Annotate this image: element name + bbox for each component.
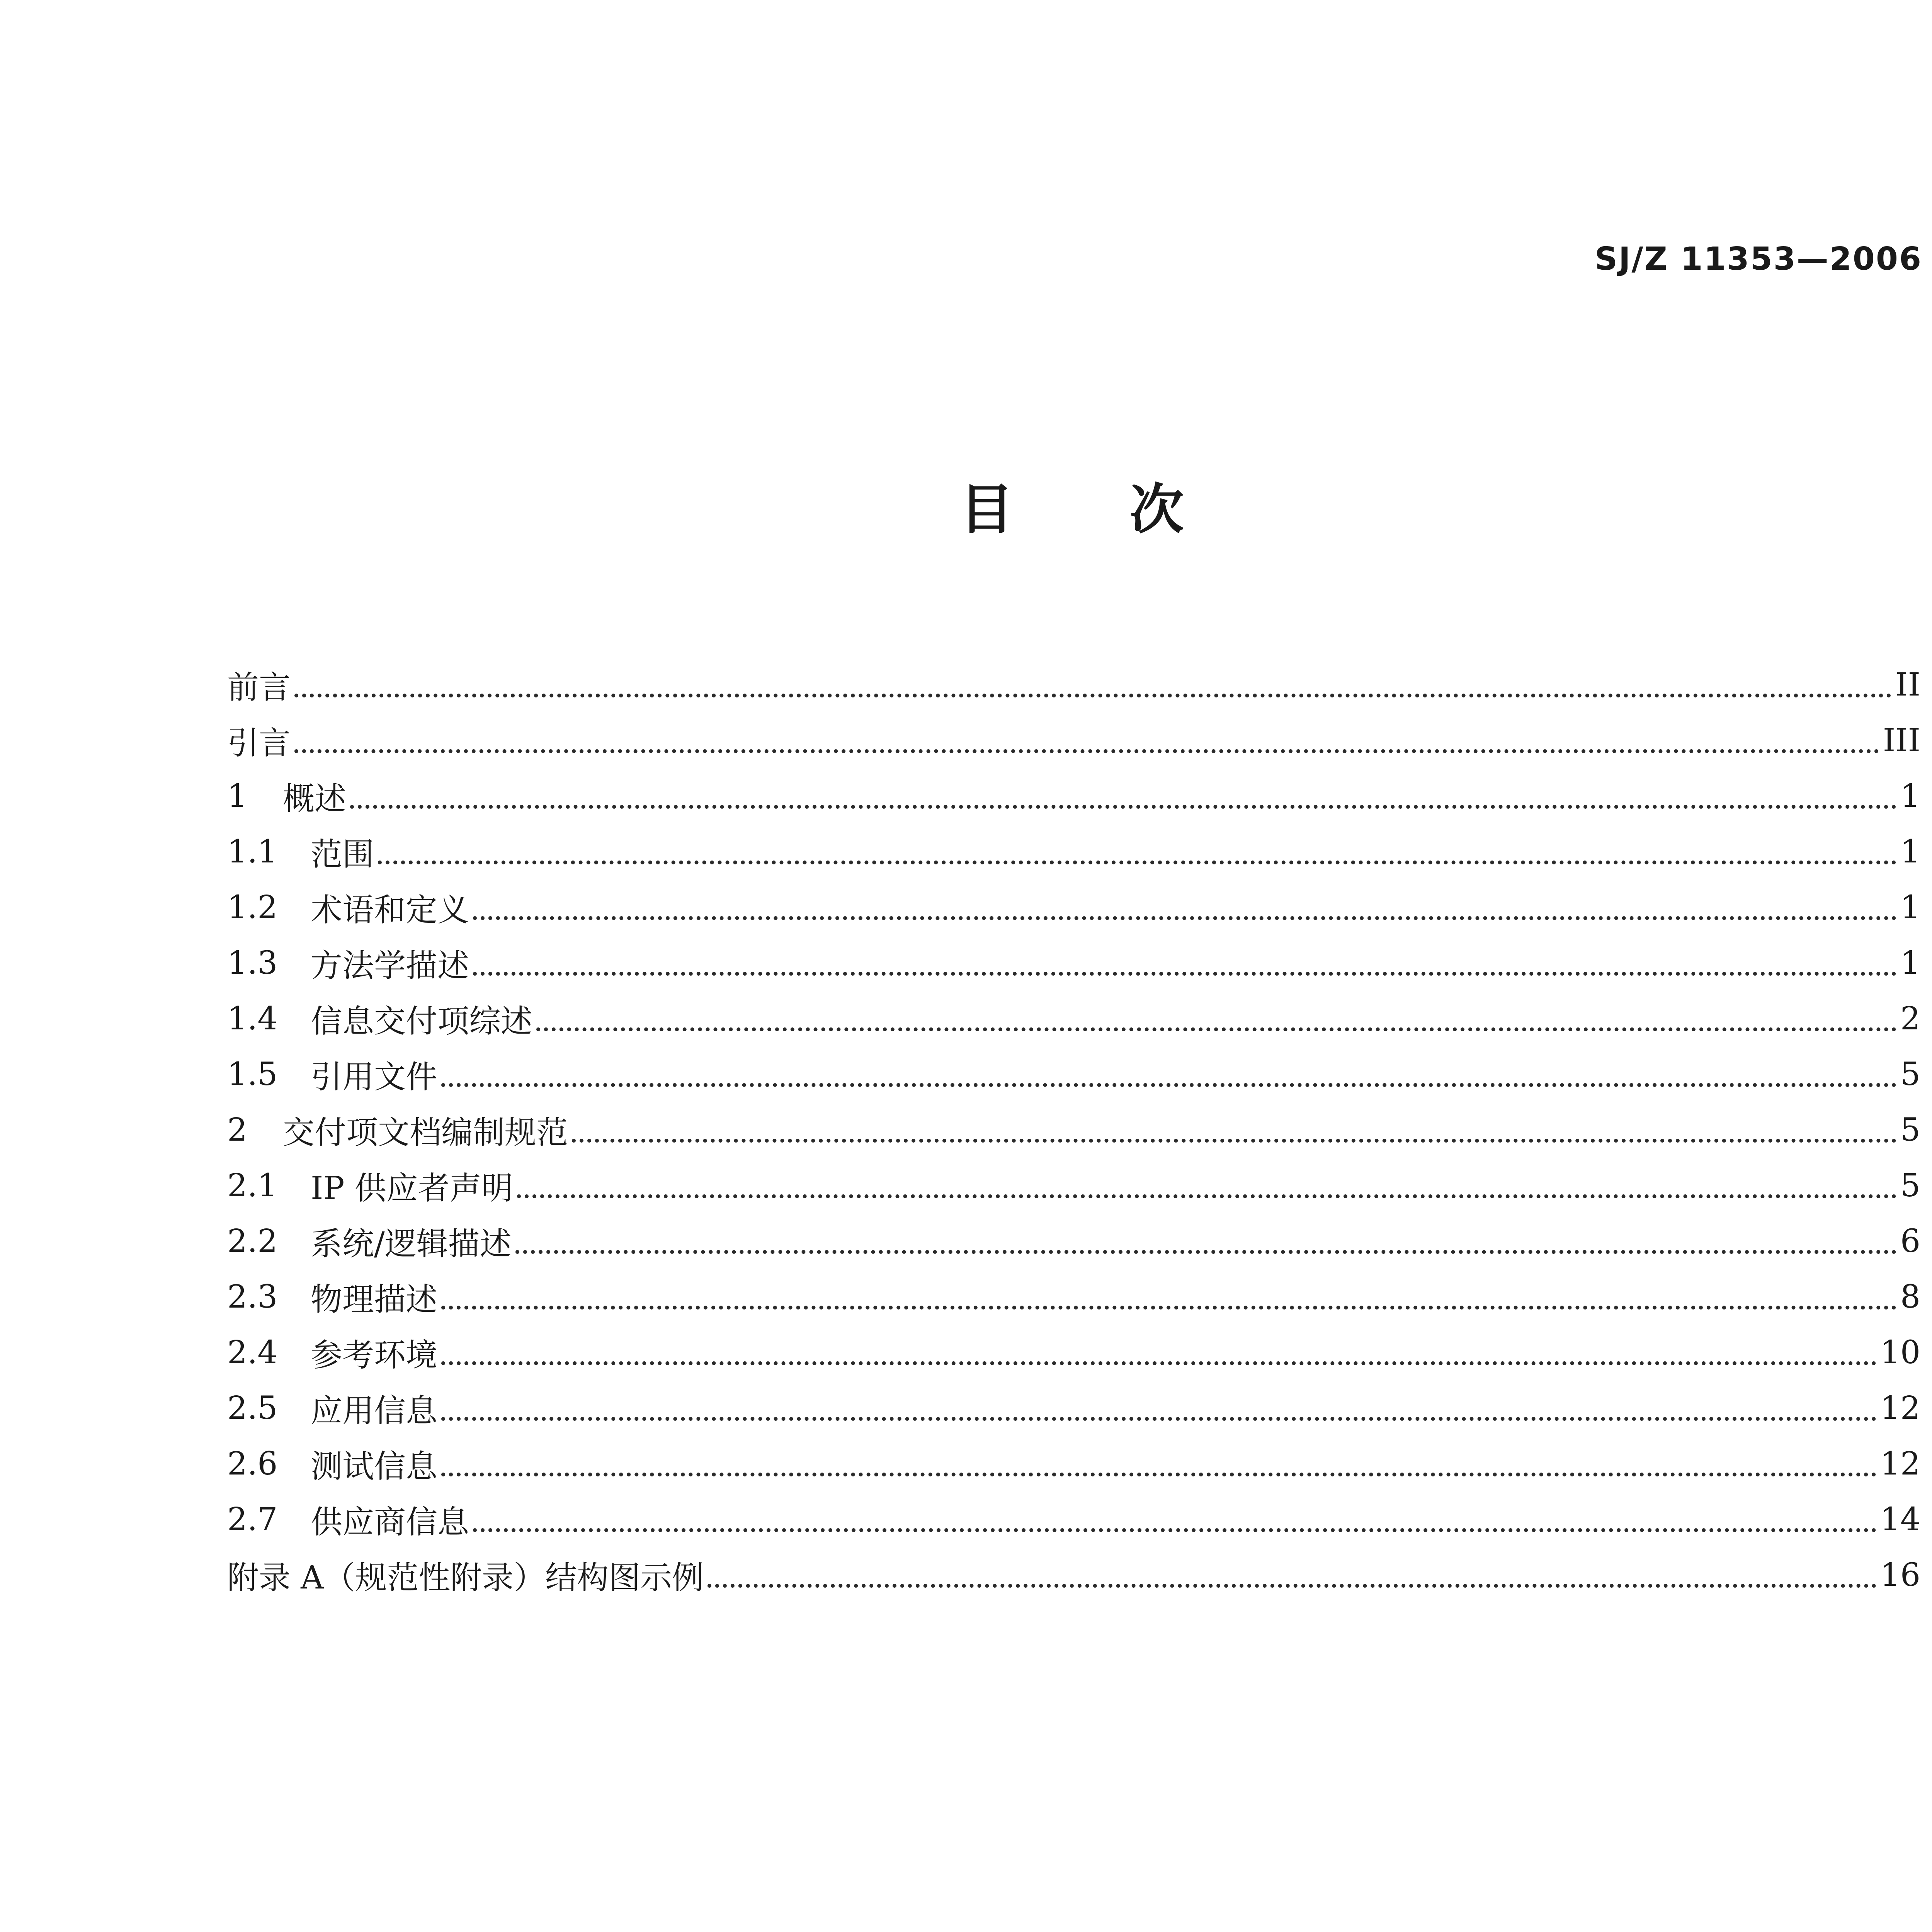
toc-dot-leader bbox=[572, 1139, 1896, 1143]
standard-code: SJ/Z 11353—2006 bbox=[1594, 241, 1922, 277]
toc-dot-leader bbox=[473, 916, 1896, 920]
toc-entry-number: 2.1 bbox=[227, 1167, 278, 1204]
toc-entry-section-2[interactable] bbox=[227, 1102, 1920, 1158]
toc-entry-number: 1.4 bbox=[227, 1000, 278, 1037]
toc-entry-title: 供应商信息 bbox=[311, 1503, 469, 1541]
toc-dot-leader bbox=[441, 1473, 1876, 1476]
toc-dot-leader bbox=[378, 861, 1896, 864]
toc-entry-title: 术语和定义 bbox=[311, 891, 469, 929]
toc-entry-number: 1.1 bbox=[227, 833, 278, 870]
toc-dot-leader bbox=[294, 694, 1891, 697]
toc-entry-page: 6 bbox=[1900, 1223, 1920, 1260]
toc-entry-section-1-3[interactable] bbox=[227, 935, 1920, 991]
page-title-char-1: 目 bbox=[959, 478, 1014, 541]
toc-entry-number: 1 bbox=[227, 777, 248, 815]
toc-dot-leader bbox=[441, 1083, 1896, 1087]
toc-entry-section-2-3[interactable] bbox=[227, 1269, 1920, 1325]
toc-entry-page: 10 bbox=[1880, 1334, 1920, 1371]
toc-dot-leader bbox=[473, 1528, 1876, 1532]
toc-entry-section-2-4[interactable] bbox=[227, 1325, 1920, 1380]
toc-entry-title: 物理描述 bbox=[311, 1281, 438, 1318]
toc-entry-title: 参考环境 bbox=[311, 1337, 438, 1374]
toc-entry-title: 概述 bbox=[283, 780, 347, 817]
toc-entry-section-2-6[interactable] bbox=[227, 1436, 1920, 1492]
toc-entry-title: 方法学描述 bbox=[311, 947, 469, 984]
toc-entry-page: 12 bbox=[1880, 1445, 1920, 1482]
toc-entry-number: 2.4 bbox=[227, 1334, 278, 1371]
toc-entry-title: 引用文件 bbox=[311, 1058, 438, 1095]
toc-entry-number: 1.3 bbox=[227, 944, 278, 981]
page-title-char-2: 次 bbox=[1129, 478, 1184, 541]
toc-entry-section-2-5[interactable] bbox=[227, 1380, 1920, 1436]
toc-entry-introduction[interactable] bbox=[227, 713, 1920, 768]
toc-entry-page: III bbox=[1883, 722, 1920, 759]
toc-dot-leader bbox=[441, 1361, 1876, 1365]
toc-dot-leader bbox=[473, 972, 1896, 976]
toc-entry-page: 2 bbox=[1900, 1000, 1920, 1037]
toc-entry-page: 5 bbox=[1900, 1111, 1920, 1148]
toc-entry-page: 1 bbox=[1900, 777, 1920, 815]
toc-entry-number: 1.5 bbox=[227, 1056, 278, 1093]
toc-entry-appendix-a[interactable] bbox=[227, 1547, 1920, 1603]
toc-entry-number: 2.6 bbox=[227, 1445, 278, 1482]
toc-dot-leader bbox=[441, 1417, 1876, 1421]
toc-entry-title: 测试信息 bbox=[311, 1448, 438, 1485]
toc-entry-title: 交付项文档编制规范 bbox=[283, 1114, 568, 1151]
toc-entry-number: 2.5 bbox=[227, 1389, 278, 1427]
toc-dot-leader bbox=[515, 1250, 1896, 1254]
toc-entry-number: 2.7 bbox=[227, 1501, 278, 1538]
toc-entry-title: 信息交付项综述 bbox=[311, 1003, 533, 1040]
toc-dot-leader bbox=[350, 805, 1896, 809]
toc-entry-number: 2.2 bbox=[227, 1223, 278, 1260]
toc-entry-section-1-4[interactable] bbox=[227, 991, 1920, 1046]
toc-entry-section-1-2[interactable] bbox=[227, 879, 1920, 935]
toc-entry-foreword[interactable] bbox=[227, 657, 1920, 713]
toc-entry-section-1[interactable] bbox=[227, 768, 1920, 824]
page-title bbox=[0, 478, 1932, 541]
toc-entry-title: 系统/逻辑描述 bbox=[311, 1225, 512, 1262]
toc-entry-page: 5 bbox=[1900, 1167, 1920, 1204]
toc-dot-leader bbox=[707, 1584, 1876, 1588]
toc-entry-section-2-2[interactable] bbox=[227, 1213, 1920, 1269]
toc-entry-page: II bbox=[1895, 666, 1920, 703]
toc-entry-title: 引言 bbox=[227, 724, 291, 762]
toc-entry-section-2-7[interactable] bbox=[227, 1492, 1920, 1547]
toc-entry-page: 8 bbox=[1900, 1278, 1920, 1315]
toc-entry-title: IP 供应者声明 bbox=[311, 1170, 513, 1207]
toc-entry-section-2-1[interactable] bbox=[227, 1158, 1920, 1213]
toc-dot-leader bbox=[536, 1027, 1896, 1031]
toc-entry-number: 2 bbox=[227, 1111, 248, 1148]
toc-entry-page: 16 bbox=[1880, 1556, 1920, 1594]
toc-dot-leader bbox=[517, 1194, 1896, 1198]
toc-entry-page: 1 bbox=[1900, 944, 1920, 981]
toc-entry-title: 应用信息 bbox=[311, 1392, 438, 1429]
toc-dot-leader bbox=[441, 1306, 1896, 1310]
toc-entry-page: 5 bbox=[1900, 1056, 1920, 1093]
toc-dot-leader bbox=[294, 749, 1879, 753]
toc-entry-section-1-5[interactable] bbox=[227, 1046, 1920, 1102]
toc-entry-title: 范围 bbox=[311, 836, 374, 873]
toc-entry-page: 14 bbox=[1880, 1501, 1920, 1538]
toc-entry-section-1-1[interactable] bbox=[227, 824, 1920, 879]
toc-entry-page: 1 bbox=[1900, 833, 1920, 870]
toc-entry-page: 1 bbox=[1900, 889, 1920, 926]
table-of-contents bbox=[227, 657, 1920, 1603]
toc-entry-title: 附录 A（规范性附录）结构图示例 bbox=[227, 1559, 704, 1596]
toc-entry-title: 前言 bbox=[227, 669, 291, 706]
toc-entry-page: 12 bbox=[1880, 1389, 1920, 1427]
toc-entry-number: 2.3 bbox=[227, 1278, 278, 1315]
toc-entry-number: 1.2 bbox=[227, 889, 278, 926]
